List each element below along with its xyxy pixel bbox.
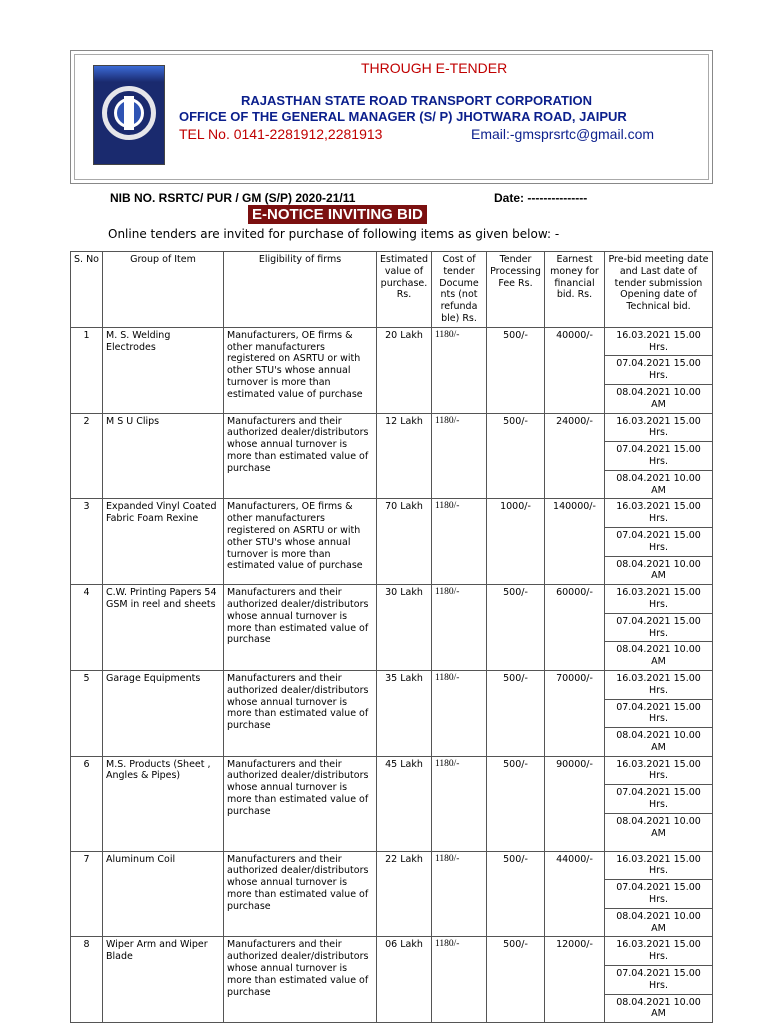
cell-sno: 3: [71, 499, 103, 585]
cell-sno: 5: [71, 670, 103, 756]
cell-earnest: 70000/-: [545, 670, 605, 756]
cell-eligibility: Manufacturers and their authorized dealer/distributors whose annual turnover is more than estimated value of purchase: [224, 670, 377, 756]
cell-eligibility: Manufacturers, OE firms & other manufacturers registered on ASRTU or with other STU's whose annual turnover is more than estimated value of purchase: [224, 499, 377, 585]
through-e-tender: THROUGH E-TENDER: [361, 60, 508, 76]
tender-table: [70, 251, 713, 1023]
cell-sno: 4: [71, 585, 103, 671]
table-row: [71, 413, 713, 499]
cell-estimated: 35 Lakh: [377, 670, 432, 756]
cell-processing: 500/-: [487, 670, 545, 756]
prebid-date: 16.03.2021 15.00 Hrs.: [616, 672, 701, 696]
cell-cost: 1180/-: [432, 851, 487, 937]
cell-eligibility: Manufacturers, OE firms & other manufacturers registered on ASRTU or with other STU's whose annual turnover is more than estimated value of purchase: [224, 327, 377, 413]
cell-group: Wiper Arm and Wiper Blade: [103, 937, 224, 1023]
cell-processing: 500/-: [487, 413, 545, 499]
cell-dates: [605, 937, 713, 1023]
cell-group: Expanded Vinyl Coated Fabric Foam Rexine: [103, 499, 224, 585]
last-submission-date: 07.04.2021 15.00 Hrs.: [605, 965, 712, 992]
table-row: [71, 327, 713, 413]
last-submission-date: 07.04.2021 15.00 Hrs.: [605, 699, 712, 726]
opening-date: 08.04.2021 10.00 AM: [605, 470, 712, 497]
cell-eligibility: Manufacturers and their authorized dealer/distributors whose annual turnover is more than estimated value of purchase: [224, 585, 377, 671]
cell-cost: 1180/-: [432, 670, 487, 756]
rsrtc-logo: [93, 65, 165, 165]
table-row: [71, 585, 713, 671]
tel-numbers: 0141-2281912,2281913: [233, 126, 383, 142]
last-submission-date: 07.04.2021 15.00 Hrs.: [605, 784, 712, 811]
cell-dates: [605, 413, 713, 499]
header-earnest: Earnest money for financial bid. Rs.: [545, 252, 605, 328]
cell-cost: 1180/-: [432, 499, 487, 585]
intro-text: Online tenders are invited for purchase of following items as given below: -: [108, 227, 560, 241]
cell-earnest: 40000/-: [545, 327, 605, 413]
cell-earnest: 140000/-: [545, 499, 605, 585]
cell-earnest: 60000/-: [545, 585, 605, 671]
cell-sno: 2: [71, 413, 103, 499]
opening-date: 08.04.2021 10.00 AM: [605, 727, 712, 754]
cell-processing: 500/-: [487, 756, 545, 851]
cell-cost: 1180/-: [432, 327, 487, 413]
header-group: Group of Item: [103, 252, 224, 328]
cell-group: M. S. Welding Electrodes: [103, 327, 224, 413]
email: Email:-gmsprsrtc@gmail.com: [471, 126, 655, 142]
tel-label: TEL No.: [179, 126, 230, 142]
last-submission-date: 07.04.2021 15.00 Hrs.: [605, 879, 712, 906]
last-submission-date: 07.04.2021 15.00 Hrs.: [605, 441, 712, 468]
cell-eligibility: Manufacturers and their authorized dealer/distributors whose annual turnover is more than estimated value of purchase: [224, 756, 377, 851]
date-field: Date: ---------------: [494, 191, 588, 205]
cell-estimated: 20 Lakh: [377, 327, 432, 413]
table-header-row: [71, 252, 713, 328]
header-estimated: Estimated value of purchase. Rs.: [377, 252, 432, 328]
cell-sno: 8: [71, 937, 103, 1023]
cell-processing: 500/-: [487, 585, 545, 671]
cell-eligibility: Manufacturers and their authorized dealer/distributors whose annual turnover is more than estimated value of purchase: [224, 413, 377, 499]
opening-date: 08.04.2021 10.00 AM: [605, 556, 712, 583]
opening-date: 08.04.2021 10.00 AM: [605, 908, 712, 935]
cell-group: C.W. Printing Papers 54 GSM in reel and sheets: [103, 585, 224, 671]
cell-earnest: 12000/-: [545, 937, 605, 1023]
table-row: [71, 756, 713, 851]
cell-sno: 7: [71, 851, 103, 937]
cell-sno: 6: [71, 756, 103, 851]
opening-date: 08.04.2021 10.00 AM: [605, 384, 712, 411]
prebid-date: 16.03.2021 15.00 Hrs.: [616, 758, 701, 782]
cell-eligibility: Manufacturers and their authorized dealer/distributors whose annual turnover is more than estimated value of purchase: [224, 851, 377, 937]
opening-date: 08.04.2021 10.00 AM: [605, 641, 712, 668]
cell-group: M.S. Products (Sheet , Angles & Pipes): [103, 756, 224, 851]
cell-estimated: 45 Lakh: [377, 756, 432, 851]
cell-earnest: 44000/-: [545, 851, 605, 937]
table-row: [71, 499, 713, 585]
cell-cost: 1180/-: [432, 585, 487, 671]
prebid-date: 16.03.2021 15.00 Hrs.: [616, 501, 701, 525]
cell-eligibility: Manufacturers and their authorized dealer/distributors whose annual turnover is more than estimated value of purchase: [224, 937, 377, 1023]
header-cost: Cost of tender Docume nts (not refunda ble) Rs.: [432, 252, 487, 328]
cell-estimated: 06 Lakh: [377, 937, 432, 1023]
header-dates: Pre-bid meeting date and Last date of tender submission Opening date of Technical bid.: [605, 252, 713, 328]
cell-cost: 1180/-: [432, 413, 487, 499]
cell-dates: [605, 327, 713, 413]
prebid-date: 16.03.2021 15.00 Hrs.: [616, 853, 701, 877]
prebid-date: 16.03.2021 15.00 Hrs.: [616, 939, 701, 963]
cell-group: Garage Equipments: [103, 670, 224, 756]
cell-earnest: 24000/-: [545, 413, 605, 499]
cell-dates: [605, 585, 713, 671]
prebid-date: 16.03.2021 15.00 Hrs.: [616, 415, 701, 439]
cell-processing: 500/-: [487, 851, 545, 937]
opening-date: 08.04.2021 10.00 AM: [605, 813, 712, 840]
cell-dates: [605, 756, 713, 851]
opening-date: 08.04.2021 10.00 AM: [605, 994, 712, 1021]
cell-cost: 1180/-: [432, 756, 487, 851]
cell-processing: 1000/-: [487, 499, 545, 585]
header-processing: Tender Processing Fee Rs.: [487, 252, 545, 328]
cell-estimated: 22 Lakh: [377, 851, 432, 937]
notice-title: E-NOTICE INVITING BID: [248, 205, 427, 224]
last-submission-date: 07.04.2021 15.00 Hrs.: [605, 355, 712, 382]
cell-sno: 1: [71, 327, 103, 413]
cell-estimated: 30 Lakh: [377, 585, 432, 671]
table-row: [71, 937, 713, 1023]
table-row: [71, 851, 713, 937]
last-submission-date: 07.04.2021 15.00 Hrs.: [605, 527, 712, 554]
cell-earnest: 90000/-: [545, 756, 605, 851]
table-row: [71, 670, 713, 756]
header-eligibility: Eligibility of firms: [224, 252, 377, 328]
corporation-name: RAJASTHAN STATE ROAD TRANSPORT CORPORATION: [241, 93, 592, 108]
nib-number: NIB NO. RSRTC/ PUR / GM (S/P) 2020-21/11: [110, 191, 356, 205]
cell-processing: 500/-: [487, 937, 545, 1023]
cell-group: M S U Clips: [103, 413, 224, 499]
cell-cost: 1180/-: [432, 937, 487, 1023]
prebid-date: 16.03.2021 15.00 Hrs.: [616, 587, 701, 610]
cell-estimated: 70 Lakh: [377, 499, 432, 585]
letterhead: [70, 50, 713, 184]
prebid-date: 16.03.2021 15.00 Hrs.: [616, 329, 701, 353]
header-sno: S. No: [71, 252, 103, 328]
telephone: [179, 126, 382, 142]
cell-group: Aluminum Coil: [103, 851, 224, 937]
cell-dates: [605, 499, 713, 585]
cell-estimated: 12 Lakh: [377, 413, 432, 499]
cell-dates: [605, 851, 713, 937]
cell-processing: 500/-: [487, 327, 545, 413]
office-address: OFFICE OF THE GENERAL MANAGER (S/ P) JHOTWARA ROAD, JAIPUR: [179, 109, 627, 124]
cell-dates: [605, 670, 713, 756]
last-submission-date: 07.04.2021 15.00 Hrs.: [605, 613, 712, 640]
